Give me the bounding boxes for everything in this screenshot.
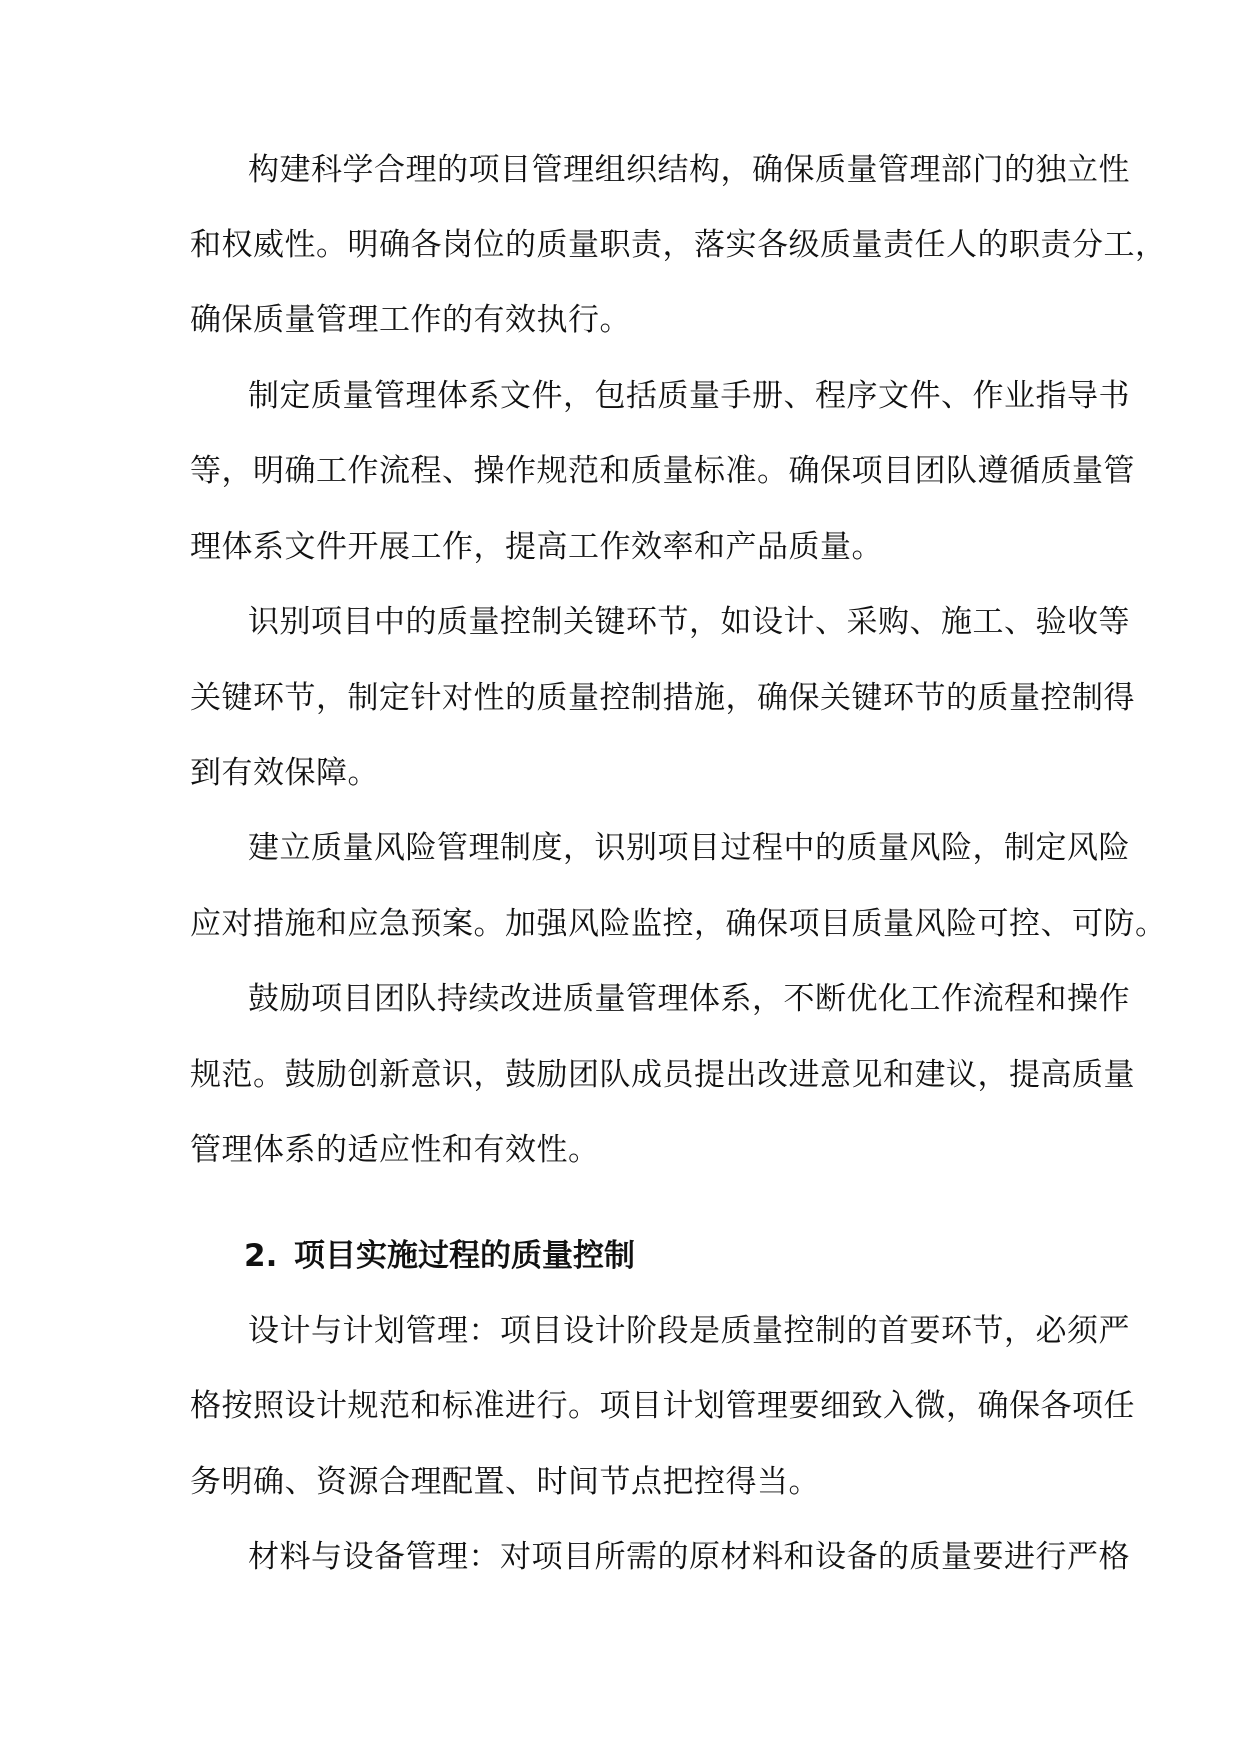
section-number: 2. [244, 1238, 278, 1274]
paragraph-3-line-2: 关键环节，制定针对性的质量控制措施，确保关键环节的质量控制得 [190, 680, 1135, 716]
paragraph-1-line-3: 确保质量管理工作的有效执行。 [190, 302, 631, 338]
section-heading [244, 1236, 1044, 1276]
paragraph-1-line-2: 和权威性。明确各岗位的质量职责，落实各级质量责任人的职责分工， [190, 227, 1167, 263]
paragraph-5-line-1: 鼓励项目团队持续改进质量管理体系，不断优化工作流程和操作 [248, 981, 1130, 1017]
section-paragraph-1-line-3: 务明确、资源合理配置、时间节点把控得当。 [190, 1464, 820, 1500]
paragraph-4-line-2: 应对措施和应急预案。加强风险监控，确保项目质量风险可控、可防。 [190, 906, 1167, 942]
paragraph-2-line-1: 制定质量管理体系文件，包括质量手册、程序文件、作业指导书 [248, 378, 1130, 414]
paragraph-1-line-1: 构建科学合理的项目管理组织结构，确保质量管理部门的独立性 [248, 152, 1130, 188]
section-paragraph-2-line-1: 材料与设备管理：对项目所需的原材料和设备的质量要进行严格 [248, 1539, 1130, 1575]
paragraph-2-line-2: 等，明确工作流程、操作规范和质量标准。确保项目团队遵循质量管 [190, 453, 1135, 489]
paragraph-3-line-3: 到有效保障。 [190, 755, 379, 791]
paragraph-4-line-1: 建立质量风险管理制度，识别项目过程中的质量风险，制定风险 [248, 830, 1130, 866]
section-title: 项目实施过程的质量控制 [294, 1238, 635, 1274]
paragraph-3-line-1: 识别项目中的质量控制关键环节，如设计、采购、施工、验收等 [248, 604, 1130, 640]
paragraph-2-line-3: 理体系文件开展工作，提高工作效率和产品质量。 [190, 529, 883, 565]
paragraph-5-line-3: 管理体系的适应性和有效性。 [190, 1132, 600, 1168]
section-paragraph-1-line-1: 设计与计划管理：项目设计阶段是质量控制的首要环节，必须严 [248, 1313, 1130, 1349]
paragraph-5-line-2: 规范。鼓励创新意识，鼓励团队成员提出改进意见和建议，提高质量 [190, 1057, 1135, 1093]
section-paragraph-1-line-2: 格按照设计规范和标准进行。项目计划管理要细致入微，确保各项任 [190, 1388, 1135, 1424]
